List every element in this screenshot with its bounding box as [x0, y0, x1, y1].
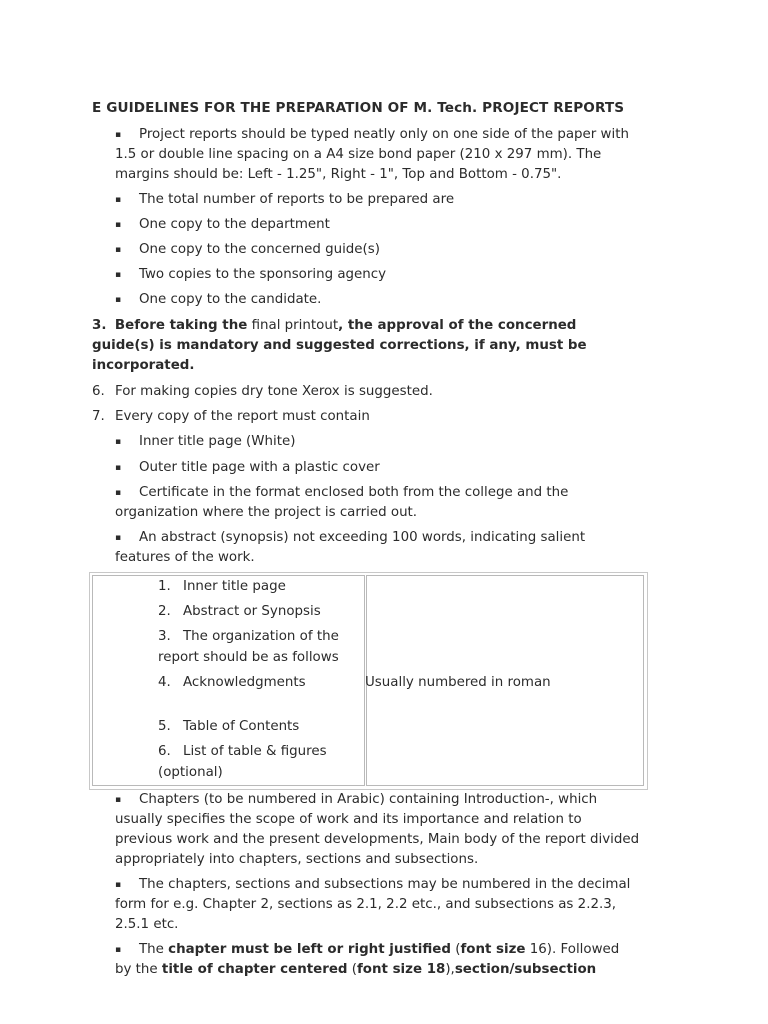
justify-line-1 — [139, 940, 619, 960]
table-right-text: Usually numbered in roman — [365, 675, 551, 690]
justify-bold: chapter must be left or right justified — [168, 942, 451, 957]
numbering-line-3: 2.5.1 etc. — [115, 917, 179, 932]
bullet-marker: ▪ — [115, 295, 122, 305]
item-3-line-1 — [92, 316, 576, 336]
bullet-marker: ▪ — [115, 245, 122, 255]
bullet-marker: ▪ — [115, 130, 122, 140]
table-item-number: 2. — [158, 604, 171, 619]
table-item-number: 3. — [158, 629, 171, 644]
table-item-text: The organization of the — [183, 629, 339, 644]
table-item-text: (optional) — [158, 765, 223, 780]
justify-bold: title of chapter centered — [161, 962, 348, 977]
item-3-bold: Before taking the — [114, 318, 248, 333]
numbering-line-1: The chapters, sections and subsections may be numbered in the decimal — [139, 877, 631, 892]
bullet-marker: ▪ — [115, 945, 122, 955]
justify-text: ), — [445, 962, 455, 977]
abstract-line-1: An abstract (synopsis) not exceeding 100 words, indicating salient — [139, 530, 586, 545]
intro-line-1: Project reports should be typed neatly only on one side of the paper with — [139, 127, 629, 142]
certificate-line-1: Certificate in the format enclosed both from the college and the — [139, 485, 569, 500]
table-item-text: List of table & figures — [183, 744, 327, 759]
table-item-number: 1. — [158, 579, 171, 594]
justify-bold: font size 18 — [356, 962, 446, 977]
table-item-text: Abstract or Synopsis — [183, 604, 321, 619]
justify-bold: font size — [460, 942, 526, 957]
table-cell-right — [366, 575, 644, 786]
front-matter-table — [89, 572, 648, 790]
list-item: Inner title page (White) — [139, 434, 296, 449]
list-item: One copy to the concerned guide(s) — [139, 242, 380, 257]
bullet-marker: ▪ — [115, 795, 122, 805]
justify-text: The — [139, 942, 169, 957]
table-item-number: 5. — [158, 719, 171, 734]
page-title: E GUIDELINES FOR THE PREPARATION OF M. Tech. PROJECT REPORTS — [92, 100, 625, 116]
bullet-marker: ▪ — [115, 880, 122, 890]
table-item-number: 4. — [158, 675, 171, 690]
table-item-text: Inner title page — [183, 579, 286, 594]
table-cell-left — [92, 575, 365, 786]
intro-line-2: 1.5 or double line spacing on a A4 size bond paper (210 x 297 mm). The — [115, 147, 602, 162]
bullet-marker: ▪ — [115, 463, 122, 473]
bullet-marker: ▪ — [115, 270, 122, 280]
bullet-marker: ▪ — [115, 437, 122, 447]
numbering-line-2: form for e.g. Chapter 2, sections as 2.1, 2.2 etc., and subsections as 2.2.3, — [115, 897, 616, 912]
bullet-marker: ▪ — [115, 195, 122, 205]
intro-line-3: margins should be: Left - 1.25", Right - 1", Top and Bottom - 0.75". — [115, 167, 562, 182]
item-3-normal: final printout — [247, 318, 339, 333]
abstract-line-2: features of the work. — [115, 550, 255, 565]
table-item-number: 6. — [158, 744, 171, 759]
list-item: Two copies to the sponsoring agency — [139, 267, 387, 282]
item-3-number: 3. — [92, 318, 107, 333]
justify-text: ( — [450, 942, 461, 957]
list-item: Outer title page with a plastic cover — [139, 460, 380, 475]
justify-text: by the — [115, 962, 162, 977]
item-3-line-3: incorporated. — [92, 358, 195, 373]
list-item: One copy to the department — [139, 217, 330, 232]
chapters-line-2: usually specifies the scope of work and its importance and relation to — [115, 812, 582, 827]
certificate-line-2: organization where the project is carried out. — [115, 505, 418, 520]
list-item: The total number of reports to be prepared are — [139, 192, 455, 207]
justify-text: ( — [347, 962, 357, 977]
table-item-text: Acknowledgments — [183, 675, 306, 690]
item-7-text: Every copy of the report must contain — [115, 409, 370, 424]
justify-bold: section/subsection — [454, 962, 597, 977]
bullet-marker: ▪ — [115, 488, 122, 498]
item-6-number: 6. — [92, 384, 105, 399]
bullet-marker: ▪ — [115, 533, 122, 543]
justify-line-2 — [115, 960, 596, 980]
table-item-text: Table of Contents — [183, 719, 300, 734]
bullet-marker: ▪ — [115, 220, 122, 230]
item-7-number: 7. — [92, 409, 105, 424]
item-3-bold-2: , the approval of the concerned — [338, 318, 577, 333]
table-item-text: report should be as follows — [158, 650, 339, 665]
item-6-text: For making copies dry tone Xerox is suggested. — [115, 384, 433, 399]
chapters-line-3: previous work and the present developments, Main body of the report divided — [115, 832, 640, 847]
chapters-line-1: Chapters (to be numbered in Arabic) containing Introduction-, which — [139, 792, 598, 807]
item-3-line-2: guide(s) is mandatory and suggested corrections, if any, must be — [92, 338, 587, 353]
chapters-line-4: appropriately into chapters, sections and subsections. — [115, 852, 479, 867]
list-item: One copy to the candidate. — [139, 292, 322, 307]
justify-text: 16). Followed — [525, 942, 620, 957]
